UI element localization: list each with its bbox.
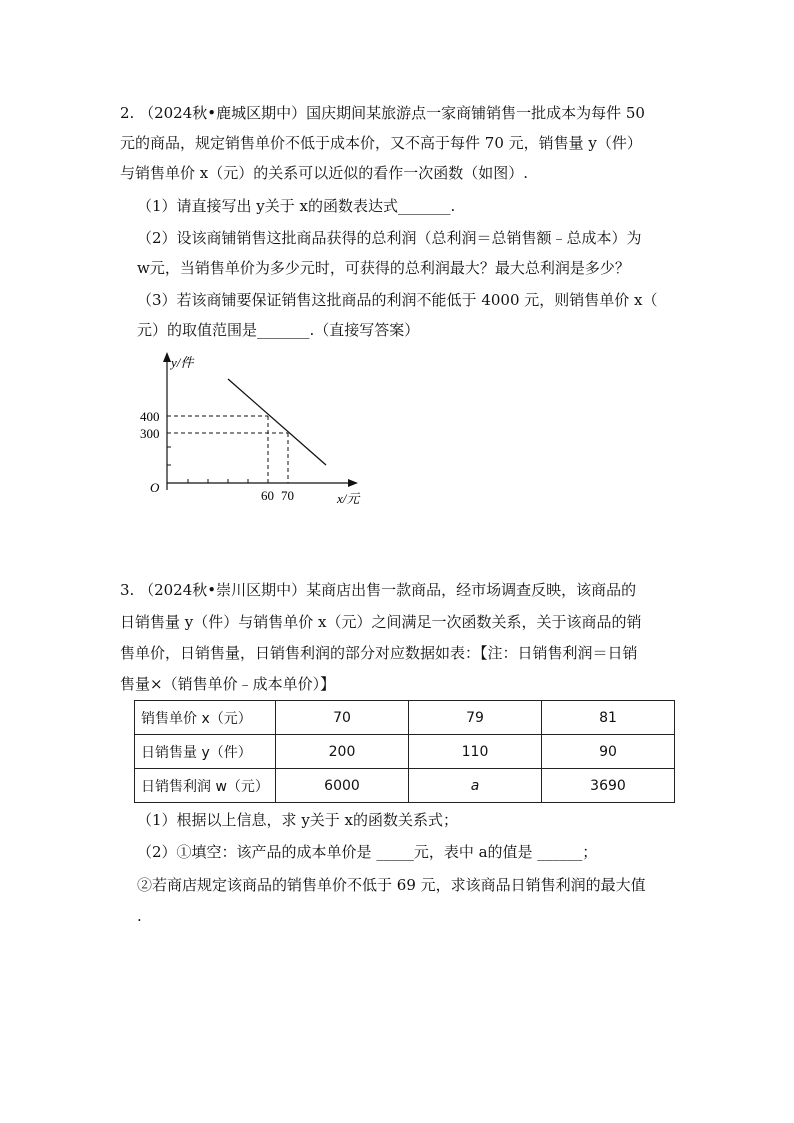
y-axis-arrow xyxy=(163,352,171,362)
table-cell: 200 xyxy=(276,735,409,769)
y-axis-label: y/件 xyxy=(171,355,194,370)
function-line xyxy=(228,379,326,465)
data-table xyxy=(134,700,675,803)
problem2-line-5: （2）设该商铺销售这批商品获得的总利润（总利润＝总销售额﹣总成本）为 xyxy=(137,229,642,247)
table-row xyxy=(135,769,675,803)
problem2-line-7: （3）若该商铺要保证销售这批商品的利润不能低于 4000 元，则销售单价 x（ xyxy=(137,291,658,309)
table-cell: a xyxy=(409,769,542,803)
problem3-line-3: 售单价，日销售量，日销售利润的部分对应数据如表：【注：日销售利润＝日销 xyxy=(120,644,638,662)
table-cell: 79 xyxy=(409,701,542,735)
y-tick-300: 300 xyxy=(140,426,160,441)
guide-lines xyxy=(167,416,288,483)
problem3-part2-max: ②若商店规定该商品的销售单价不低于 69 元，求该商品日销售利润的最大值 xyxy=(137,876,646,894)
table-cell: 110 xyxy=(409,735,542,769)
row-header: 销售单价 x（元） xyxy=(135,701,276,735)
problem2-line-8: 元）的取值范围是_______.（直接写答案） xyxy=(137,321,420,339)
x-axis-arrow xyxy=(348,479,358,487)
y-axis-ticks xyxy=(167,447,171,465)
row-header: 日销售量 y（件） xyxy=(135,735,276,769)
table-cell: 3690 xyxy=(542,769,675,803)
problem3-line-2: 日销售量 y（件）与销售单价 x（元）之间满足一次函数关系，关于该商品的销 xyxy=(120,613,642,631)
problem3-part2-end: . xyxy=(137,907,142,925)
problem3-line-4: 售量×（销售单价﹣成本单价）】 xyxy=(120,675,336,693)
origin-label: O xyxy=(150,480,160,495)
problem2-line-1: 2. （2024秋•鹿城区期中）国庆期间某旅游点一家商铺销售一批成本为每件 50 xyxy=(120,104,645,122)
table-cell: 81 xyxy=(542,701,675,735)
problem2-line-4: （1）请直接写出 y关于 x的函数表达式_______. xyxy=(137,197,456,215)
x-tick-70: 70 xyxy=(281,488,294,503)
problem3-part2-fill: （2）①填空：该产品的成本单价是 _____元，表中 a的值是 ______； xyxy=(137,843,598,861)
problem2-line-3: 与销售单价 x（元）的关系可以近似的看作一次函数（如图）. xyxy=(120,164,528,182)
x-axis-label: x/元 xyxy=(337,491,360,506)
problem3-line-1: 3. （2024秋•崇川区期中）某商店出售一款商品，经市场调查反映，该商品的 xyxy=(120,581,637,599)
table-cell: 90 xyxy=(542,735,675,769)
sales-graph xyxy=(140,350,380,510)
problem2-line-6: w元，当销售单价为多少元时，可获得的总利润最大？最大总利润是多少？ xyxy=(137,259,630,277)
x-tick-60: 60 xyxy=(261,488,274,503)
table-cell: 70 xyxy=(276,701,409,735)
problem2-line-2: 元的商品，规定销售单价不低于成本价，又不高于每件 70 元，销售量 y（件） xyxy=(120,134,642,152)
table-row xyxy=(135,701,675,735)
y-tick-400: 400 xyxy=(140,409,160,424)
problem3-part1: （1）根据以上信息，求 y关于 x的函数关系式； xyxy=(137,811,459,829)
table-row xyxy=(135,735,675,769)
row-header: 日销售利润 w（元） xyxy=(135,769,276,803)
table-cell: 6000 xyxy=(276,769,409,803)
